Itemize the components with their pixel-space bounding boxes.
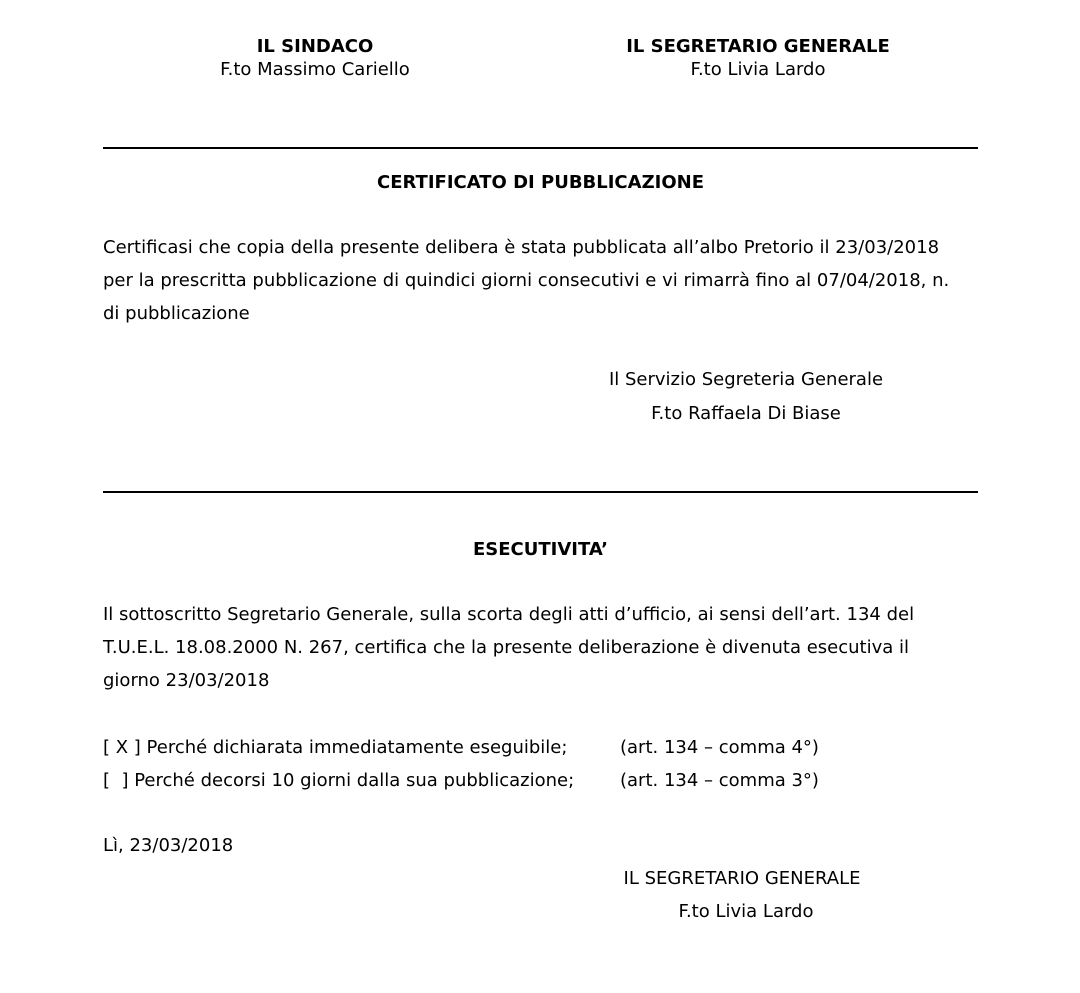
divider-top: [103, 147, 978, 149]
certificato-heading: CERTIFICATO DI PUBBLICAZIONE: [377, 172, 704, 193]
segretario-title: IL SEGRETARIO GENERALE: [626, 36, 890, 57]
divider-middle: [103, 491, 978, 493]
option-row-ten-days: [103, 764, 983, 797]
sindaco-signature-name: F.to Massimo Cariello: [220, 59, 410, 80]
certificato-line: Certificasi che copia della presente delibera è stata pubblicata all’albo Pretorio il 23/03/2018: [103, 237, 940, 258]
option-article-ref: (art. 134 – comma 4°): [620, 737, 819, 758]
sindaco-title: IL SINDACO: [256, 36, 374, 57]
esecutivita-line: T.U.E.L. 18.08.2000 N. 267, certifica che la presente deliberazione è divenuta esecutiva il: [103, 637, 909, 658]
certificato-line: di pubblicazione: [103, 303, 250, 324]
option-article-ref: (art. 134 – comma 3°): [620, 770, 819, 791]
esecutivita-line: giorno 23/03/2018: [103, 670, 270, 691]
certificato-signer-office: Il Servizio Segreteria Generale: [608, 369, 884, 390]
esecutivita-signer-name: F.to Livia Lardo: [678, 901, 814, 922]
place-date: Lì, 23/03/2018: [103, 835, 234, 856]
option-label: [ ] Perché decorsi 10 giorni dalla sua pubblicazione;: [103, 770, 575, 791]
esecutivita-signer-title: IL SEGRETARIO GENERALE: [623, 868, 861, 889]
segretario-signature-name: F.to Livia Lardo: [690, 59, 826, 80]
esecutivita-line: Il sottoscritto Segretario Generale, sulla scorta degli atti d’ufficio, ai sensi dell’art. 134 del: [103, 604, 915, 625]
esecutivita-heading: ESECUTIVITA’: [473, 539, 608, 560]
option-row-immediate: [103, 731, 983, 764]
certificato-signer-name: F.to Raffaela Di Biase: [651, 403, 841, 424]
certificato-paragraph: [103, 231, 983, 330]
certificato-line: per la prescritta pubblicazione di quindici giorni consecutivi e vi rimarrà fino al 07/04/2018, n.: [103, 270, 950, 291]
esecutivita-paragraph: [103, 598, 983, 697]
option-label: [ X ] Perché dichiarata immediatamente eseguibile;: [103, 737, 568, 758]
